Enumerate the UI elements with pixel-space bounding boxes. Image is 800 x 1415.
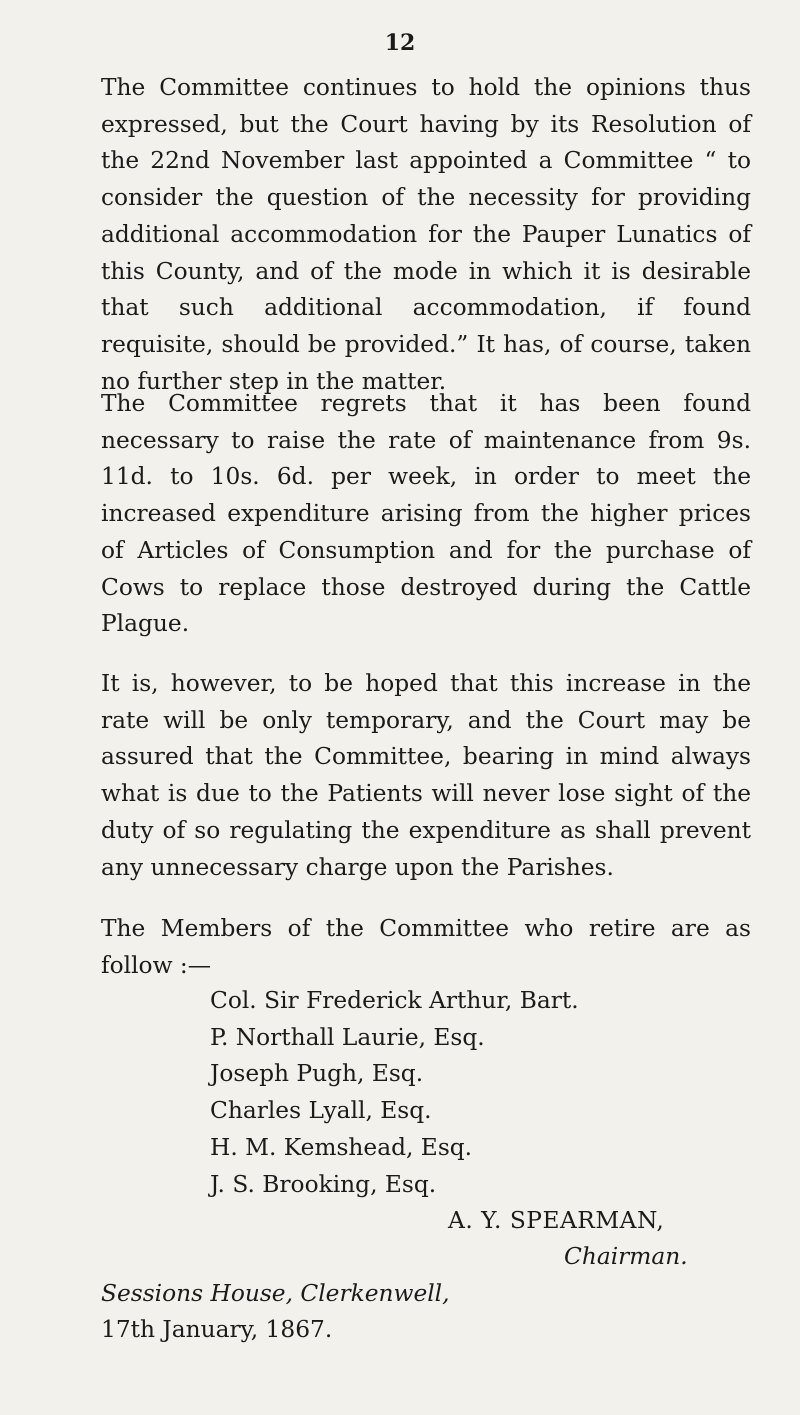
list-item: H. M. Kemshead, Esq. xyxy=(210,1133,473,1161)
place-line: Sessions House, Clerkenwell, xyxy=(101,1280,450,1307)
date-line: 17th January, 1867. xyxy=(101,1316,333,1343)
list-item: Joseph Pugh, Esq. xyxy=(210,1060,424,1088)
paragraph-committee-opinions: The Committee continues to hold the opinions thus expressed, but the Court having by its Resolution of the 22nd November last appointed a Committee “ to consider the question of the necessity for providing additional accommodation for the Pauper Lunatics of this County, and of the mode in which it is desirable that such additional accommodation, if found requisite, should be provided.” It has, of course, taken no further step in the matter. xyxy=(101,74,751,395)
list-item: J. S. Brooking, Esq. xyxy=(210,1170,437,1198)
paragraph-maintenance-rate: The Committee regrets that it has been found necessary to raise the rate of maintenance from 9s. 11d. to 10s. 6d. per week, in order to meet the increased expenditure arising from the higher prices of Articles of Consumption and for the purchase of Cows to replace those destroyed during the Cattle Plague. xyxy=(101,390,751,638)
paragraph-retiring-members: The Members of the Committee who retire are as follow :— xyxy=(101,915,751,979)
signature-title: Chairman. xyxy=(564,1243,688,1270)
list-item: P. Northall Laurie, Esq. xyxy=(210,1023,485,1051)
retiring-members-list xyxy=(210,983,579,1203)
page-number: 12 xyxy=(384,30,416,56)
list-item: Col. Sir Frederick Arthur, Bart. xyxy=(210,987,579,1014)
paragraph-temporary-increase: It is, however, to be hoped that this increase in the rate will be only temporary, and the Court may be assured that the Committee, bearing in mind always what is due to the Patients will never lose sight of the duty of so regulating the expenditure as shall prevent any unnecessary charge upon the Parishes. xyxy=(101,670,751,881)
signature-name: A. Y. SPEARMAN, xyxy=(448,1207,665,1234)
list-item: Charles Lyall, Esq. xyxy=(210,1097,432,1125)
